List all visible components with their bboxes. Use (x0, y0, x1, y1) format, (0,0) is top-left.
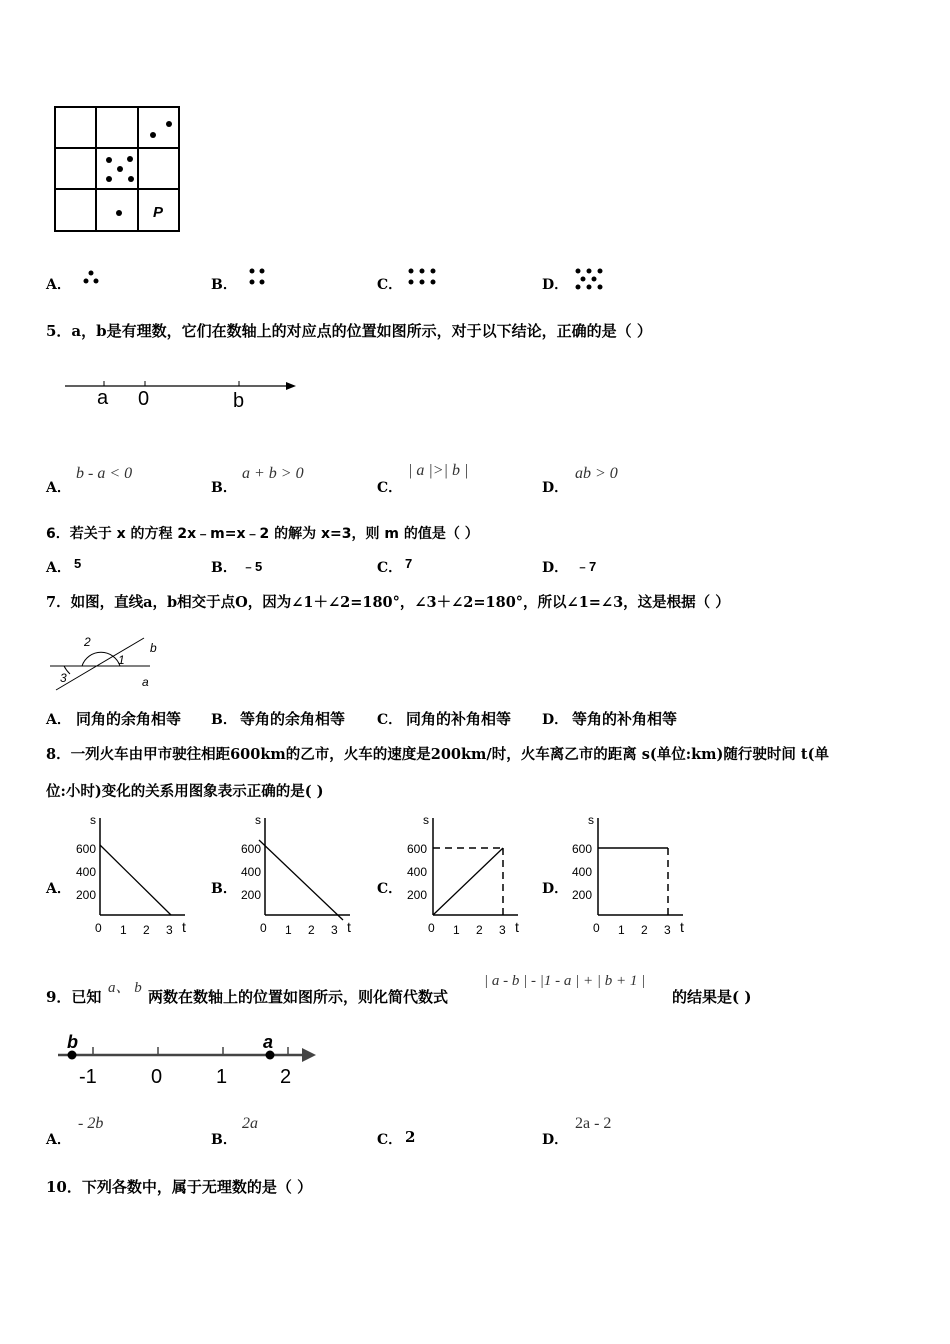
q7-option-c-text[interactable]: 同角的补角相等 (406, 710, 512, 728)
svg-text:0: 0 (428, 921, 435, 935)
q7-option-a-text[interactable]: 同角的余角相等 (76, 710, 182, 728)
svg-text:s: s (423, 813, 429, 827)
q5-axis-label-b: b (233, 390, 245, 412)
svg-text:200: 200 (407, 888, 428, 902)
q7-intersecting-lines-figure (46, 628, 176, 694)
q8-option-a-letter[interactable]: A． (46, 881, 71, 897)
q4-option-d-dots[interactable] (572, 266, 608, 294)
svg-text:1: 1 (120, 923, 127, 937)
q9-option-a-expr[interactable]: - 2b (78, 1115, 104, 1132)
grid-dot (106, 157, 112, 163)
q9-tick-label-2: 2 (280, 1066, 292, 1088)
q8-graph-c[interactable] (403, 808, 531, 940)
q9-stem-middle: 两数在数轴上的位置如图所示，则化简代数式 (148, 988, 449, 1006)
q4-option-b-letter[interactable]: B． (211, 277, 237, 293)
svg-text:1: 1 (618, 923, 625, 937)
q5-option-d-letter[interactable]: D． (542, 480, 569, 496)
dot-grid-figure (50, 100, 190, 235)
q4-option-c-dots[interactable] (405, 266, 441, 288)
q9-tick-label-neg1: -1 (79, 1066, 97, 1088)
svg-text:s: s (90, 813, 96, 827)
svg-text:3: 3 (166, 923, 173, 937)
q9-option-b-letter[interactable]: B． (211, 1132, 237, 1148)
q6-option-a-value[interactable]: 5 (74, 556, 82, 571)
q8-stem-line1: 8．一列火车由甲市驶往相距600km的乙市，火车的速度是200km/时，火车离乙市的距离 s(单位:km)随行驶时间 t(单 (46, 746, 829, 763)
q8-graph-c-line (433, 848, 503, 915)
svg-text:s: s (588, 813, 594, 827)
q5-option-b-expr[interactable]: a + b > 0 (242, 465, 304, 482)
q8-graph-b[interactable] (237, 808, 365, 940)
svg-text:3: 3 (664, 923, 671, 937)
grid-dot (166, 121, 172, 127)
q9-tick-label-1: 1 (216, 1066, 228, 1088)
q7-angle-label-1: 1 (118, 653, 125, 667)
q9-number-line (52, 1028, 322, 1092)
q5-number-line (60, 372, 305, 412)
svg-text:400: 400 (572, 865, 593, 879)
svg-text:3: 3 (499, 923, 506, 937)
q9-stem-suffix: 的结果是( ) (672, 988, 752, 1006)
q5-axis-label-a: a (97, 387, 109, 409)
svg-text:t: t (347, 919, 351, 935)
svg-text:3: 3 (331, 923, 338, 937)
q7-option-b-letter[interactable]: B． (211, 712, 237, 728)
q6-option-b-value[interactable]: ﹣5 (242, 559, 263, 574)
q9-axis-label-b: b (67, 1032, 78, 1052)
svg-text:200: 200 (241, 888, 262, 902)
svg-text:1: 1 (453, 923, 460, 937)
grid-dot (127, 156, 133, 162)
q8-stem-line2: 位:小时)变化的关系用图象表示正确的是( ) (46, 783, 324, 800)
grid-label-p: P (153, 204, 164, 221)
svg-text:600: 600 (76, 842, 97, 856)
q7-option-d-letter[interactable]: D． (542, 712, 569, 728)
q9-option-d-letter[interactable]: D． (542, 1132, 569, 1148)
q6-option-b-letter[interactable]: B． (211, 560, 237, 576)
svg-text:0: 0 (260, 921, 267, 935)
grid-dot (117, 166, 123, 172)
q9-option-c-letter[interactable]: C． (377, 1132, 403, 1148)
q8-option-c-letter[interactable]: C． (377, 881, 403, 897)
svg-text:400: 400 (407, 865, 428, 879)
svg-text:s: s (255, 813, 261, 827)
q6-option-d-letter[interactable]: D． (542, 560, 569, 576)
grid-dot (150, 132, 156, 138)
q6-option-c-value[interactable]: 7 (405, 556, 413, 571)
q7-option-c-letter[interactable]: C． (377, 712, 403, 728)
svg-text:0: 0 (593, 921, 600, 935)
q9-stem-prefix: 9．已知 (46, 988, 102, 1006)
q9-option-d-expr[interactable]: 2a - 2 (575, 1115, 612, 1132)
q4-option-a-dots[interactable] (80, 268, 104, 288)
svg-text:1: 1 (285, 923, 292, 937)
svg-text:2: 2 (641, 923, 648, 937)
q5-option-b-letter[interactable]: B． (211, 480, 237, 496)
svg-text:200: 200 (572, 888, 593, 902)
svg-text:t: t (515, 919, 519, 935)
q5-axis-label-zero: 0 (138, 388, 150, 410)
q4-option-c-letter[interactable]: C． (377, 277, 403, 293)
svg-text:600: 600 (572, 842, 593, 856)
q8-graph-b-line (259, 840, 343, 920)
q8-graph-d[interactable] (568, 808, 696, 940)
grid-dot (106, 176, 112, 182)
q7-stem: 7．如图，直线a，b相交于点O，因为∠1＋∠2=180°，∠3＋∠2=180°，所以∠1=∠3，这是根据（ ） (46, 594, 730, 611)
svg-text:t: t (182, 919, 186, 935)
q7-line-label-b: b (150, 641, 157, 655)
q7-angle-label-2: 2 (84, 635, 91, 649)
svg-text:600: 600 (407, 842, 428, 856)
svg-text:400: 400 (241, 865, 262, 879)
q4-option-b-dots[interactable] (246, 266, 270, 288)
q8-graph-a[interactable] (72, 808, 200, 940)
q8-option-d-letter[interactable]: D． (542, 881, 569, 897)
q7-option-d-text[interactable]: 等角的补角相等 (572, 710, 678, 728)
q4-option-d-letter[interactable]: D． (542, 277, 569, 293)
q4-option-a-letter[interactable]: A． (46, 277, 71, 293)
q5-option-a-expr[interactable]: b - a < 0 (76, 465, 133, 482)
svg-text:400: 400 (76, 865, 97, 879)
q5-option-c-expr[interactable]: | a |>| b | (408, 462, 469, 479)
q5-option-d-expr[interactable]: ab > 0 (575, 465, 618, 482)
svg-text:2: 2 (476, 923, 483, 937)
q9-tick-label-0: 0 (151, 1066, 163, 1088)
q9-expression: | a - b | - |1 - a | + | b + 1 | (484, 973, 646, 989)
q6-stem: 6．若关于 x 的方程 2x﹣m=x﹣2 的解为 x=3，则 m 的值是（ ） (46, 526, 479, 542)
q6-option-d-value[interactable]: ﹣7 (576, 559, 597, 574)
svg-text:600: 600 (241, 842, 262, 856)
svg-text:0: 0 (95, 921, 102, 935)
q7-line-label-a: a (142, 675, 149, 689)
q9-option-a-letter[interactable]: A． (46, 1132, 71, 1148)
grid-dot (116, 210, 122, 216)
q10-stem: 10．下列各数中，属于无理数的是（ ） (46, 1178, 313, 1196)
q8-graph-a-line (100, 845, 171, 915)
q5-option-a-letter[interactable]: A． (46, 480, 71, 496)
q8-option-b-letter[interactable]: B． (211, 881, 237, 897)
grid-dot (128, 176, 134, 182)
q5-option-c-letter[interactable]: C． (377, 480, 403, 496)
q9-vars: a、 b (108, 980, 142, 996)
q7-angle-label-3: 3 (60, 671, 67, 685)
svg-text:t: t (680, 919, 684, 935)
q7-option-b-text[interactable]: 等角的余角相等 (240, 710, 346, 728)
q6-option-c-letter[interactable]: C． (377, 560, 403, 576)
svg-text:2: 2 (143, 923, 150, 937)
q9-axis-label-a: a (263, 1032, 274, 1052)
q6-option-a-letter[interactable]: A． (46, 560, 71, 576)
q7-option-a-letter[interactable]: A． (46, 712, 71, 728)
q9-option-c-expr[interactable]: 2 (405, 1128, 416, 1146)
q9-option-b-expr[interactable]: 2a (242, 1115, 258, 1132)
q5-stem: 5．a，b是有理数，它们在数轴上的对应点的位置如图所示，对于以下结论，正确的是（ ） (46, 322, 652, 340)
svg-text:200: 200 (76, 888, 97, 902)
svg-text:2: 2 (308, 923, 315, 937)
